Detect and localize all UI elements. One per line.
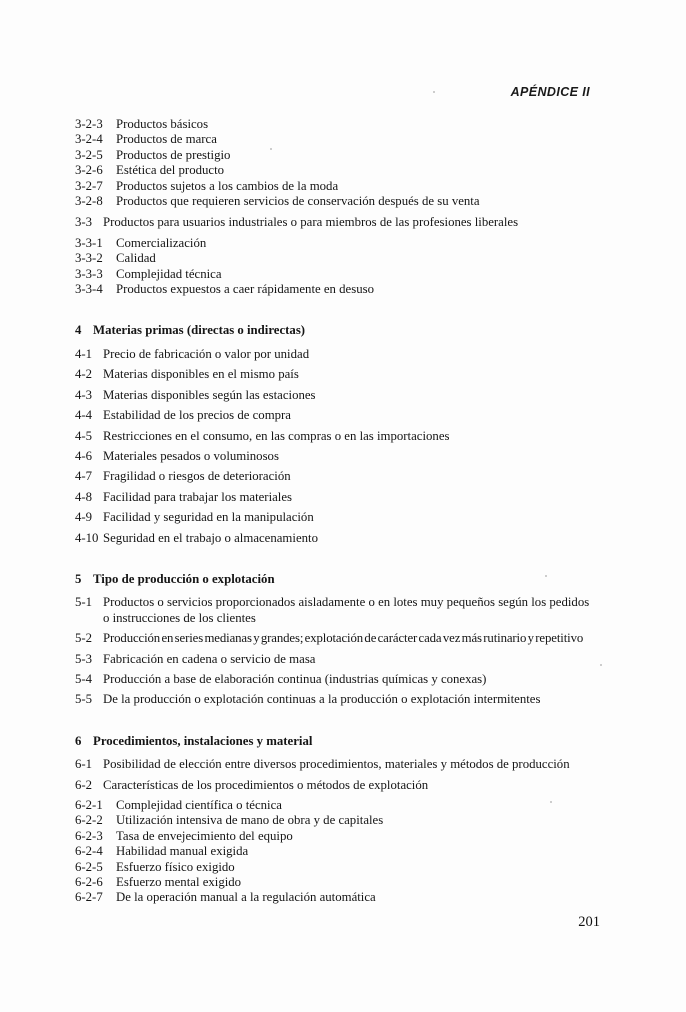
item-number: 6-2-1 <box>75 798 103 812</box>
section-number: 4 <box>75 323 82 338</box>
section-title: Materias primas (directas o indirectas) <box>93 323 306 338</box>
section <box>75 323 615 545</box>
item-number: 4-2 <box>75 367 93 382</box>
section-heading <box>75 734 615 749</box>
item-number: 3-3-1 <box>75 235 103 250</box>
item-number: 3-2-7 <box>75 178 103 193</box>
item-number: 6-2-6 <box>75 875 103 890</box>
item-text: Materiales pesados o voluminosos <box>103 448 279 463</box>
item-text: Calidad <box>116 251 156 266</box>
item-number: 3-2-3 <box>75 117 103 131</box>
page-number: 201 <box>578 914 600 930</box>
item-text: Productos sujetos a los cambios de la moda <box>116 178 339 193</box>
scan-speck <box>545 575 547 577</box>
item-number: 4-6 <box>75 448 93 463</box>
item-text: Esfuerzo físico exigido <box>116 859 235 874</box>
item-number: 5-4 <box>75 671 93 686</box>
section-number: 6 <box>75 733 82 748</box>
list-item <box>75 408 615 423</box>
list-item <box>75 890 615 905</box>
item-number: 5-1 <box>75 595 93 610</box>
item-text: Tasa de envejecimiento del equipo <box>116 828 293 843</box>
list-item <box>75 132 615 147</box>
item-text-line: Productos o servicios proporcionados aisladamente o en lotes muy pequeños según los pedidos <box>103 595 590 610</box>
list-item <box>75 215 615 230</box>
item-number: 6-2-2 <box>75 813 103 828</box>
scan-speck <box>433 91 435 93</box>
item-number: 5-5 <box>75 692 93 707</box>
section-heading <box>75 572 615 587</box>
list-item <box>75 282 615 297</box>
item-text: Materias disponibles según las estaciones <box>103 387 316 402</box>
list-item <box>75 163 615 178</box>
item-text: Productos básicos <box>116 117 209 131</box>
item-number: 6-2 <box>75 777 93 792</box>
item-text: Productos de prestigio <box>116 147 231 162</box>
list-item <box>75 251 615 266</box>
item-number: 3-3-2 <box>75 251 103 266</box>
item-text: Seguridad en el trabajo o almacenamiento <box>103 530 318 545</box>
item-number: 6-2-3 <box>75 828 103 843</box>
item-text: Complejidad científica o técnica <box>116 798 282 812</box>
item-number: 4-7 <box>75 469 93 484</box>
item-number: 3-2-8 <box>75 194 103 209</box>
list-item <box>75 236 615 251</box>
list-item <box>75 813 615 828</box>
list-item <box>75 829 615 844</box>
item-number: 4-3 <box>75 387 93 402</box>
item-text: Producción en series medianas y grandes; explotación de carácter cada vez más rutinario y repetitivo <box>103 631 584 646</box>
item-text: Restricciones en el consumo, en las compras o en las importaciones <box>103 428 450 443</box>
item-text: Facilidad y seguridad en la manipulación <box>103 510 314 525</box>
item-text: Esfuerzo mental exigido <box>116 875 242 890</box>
item-number: 3-2-6 <box>75 163 103 178</box>
item-text: Habilidad manual exigida <box>116 844 249 859</box>
item-number: 6-2-5 <box>75 859 103 874</box>
section <box>75 734 615 906</box>
item-number: 5-2 <box>75 631 93 646</box>
section-heading <box>75 323 615 338</box>
item-text-line: o instrucciones de los clientes <box>103 610 256 625</box>
scan-speck <box>550 801 552 803</box>
section-number: 5 <box>75 571 82 586</box>
item-number: 3-3 <box>75 215 93 230</box>
item-number: 3-3-3 <box>75 266 103 281</box>
list-item <box>75 875 615 890</box>
list-item <box>75 367 615 382</box>
list-item <box>75 179 615 194</box>
item-text: Precio de fabricación o valor por unidad <box>103 346 310 361</box>
list-item <box>75 652 615 667</box>
item-number: 4-1 <box>75 346 93 361</box>
item-text: Estabilidad de los precios de compra <box>103 408 291 423</box>
item-text: Fabricación en cadena o servicio de masa <box>103 651 316 666</box>
list-item <box>75 429 615 444</box>
list-item <box>75 844 615 859</box>
item-number: 4-5 <box>75 428 93 443</box>
list-item <box>75 757 615 772</box>
item-number: 4-10 <box>75 530 99 545</box>
item-number: 3-2-5 <box>75 147 103 162</box>
list-item <box>75 631 615 646</box>
item-text: Características de los procedimientos o métodos de explotación <box>103 777 429 792</box>
item-number: 3-2-4 <box>75 132 103 147</box>
item-text <box>103 595 615 626</box>
list-item <box>75 490 615 505</box>
item-text: Fragilidad o riesgos de deterioración <box>103 469 291 484</box>
section-title: Tipo de producción o explotación <box>93 571 275 586</box>
item-text: De la operación manual a la regulación automática <box>116 890 376 905</box>
list-item <box>75 672 615 687</box>
item-number: 3-3-4 <box>75 282 103 297</box>
item-number: 5-3 <box>75 651 93 666</box>
item-number: 4-8 <box>75 489 93 504</box>
scan-speck <box>600 664 602 666</box>
list-item <box>75 798 615 813</box>
list-item <box>75 860 615 875</box>
section-title: Procedimientos, instalaciones y material <box>93 733 313 748</box>
scan-speck <box>270 148 272 150</box>
item-text: Comercialización <box>116 235 207 250</box>
item-number: 4-4 <box>75 408 93 423</box>
item-number: 6-1 <box>75 757 93 772</box>
list-item <box>75 510 615 525</box>
item-text: Facilidad para trabajar los materiales <box>103 489 293 504</box>
item-number: 6-2-7 <box>75 890 103 905</box>
item-number: 6-2-4 <box>75 844 103 859</box>
list-item <box>75 531 615 546</box>
list-item <box>75 148 615 163</box>
section <box>75 572 615 708</box>
item-text: Complejidad técnica <box>116 266 222 281</box>
section <box>75 117 615 297</box>
item-text: Producción a base de elaboración continua (industrias químicas y conexas) <box>103 671 487 686</box>
item-text: Productos de marca <box>116 132 217 147</box>
list-item <box>75 778 615 793</box>
item-text: De la producción o explotación continuas a la producción o explotación intermitentes <box>103 692 541 707</box>
list-item <box>75 267 615 282</box>
list-item <box>75 469 615 484</box>
list-item <box>75 347 615 362</box>
appendix-title: APÉNDICE II <box>510 85 590 99</box>
list-item <box>75 388 615 403</box>
item-number: 4-9 <box>75 510 93 525</box>
item-text: Productos expuestos a caer rápidamente en desuso <box>116 282 374 297</box>
item-text: Utilización intensiva de mano de obra y de capitales <box>116 813 384 828</box>
list-item <box>75 194 615 209</box>
item-text: Posibilidad de elección entre diversos procedimientos, materiales y métodos de producción <box>103 757 570 772</box>
list-item <box>75 117 615 132</box>
list-item <box>75 595 615 626</box>
item-text: Productos para usuarios industriales o para miembros de las profesiones liberales <box>103 215 519 230</box>
outline-list <box>75 117 615 906</box>
item-text: Materias disponibles en el mismo país <box>103 367 299 382</box>
list-item <box>75 692 615 707</box>
item-text: Estética del producto <box>116 163 225 178</box>
item-text: Productos que requieren servicios de conservación después de su venta <box>116 194 480 209</box>
list-item <box>75 449 615 464</box>
